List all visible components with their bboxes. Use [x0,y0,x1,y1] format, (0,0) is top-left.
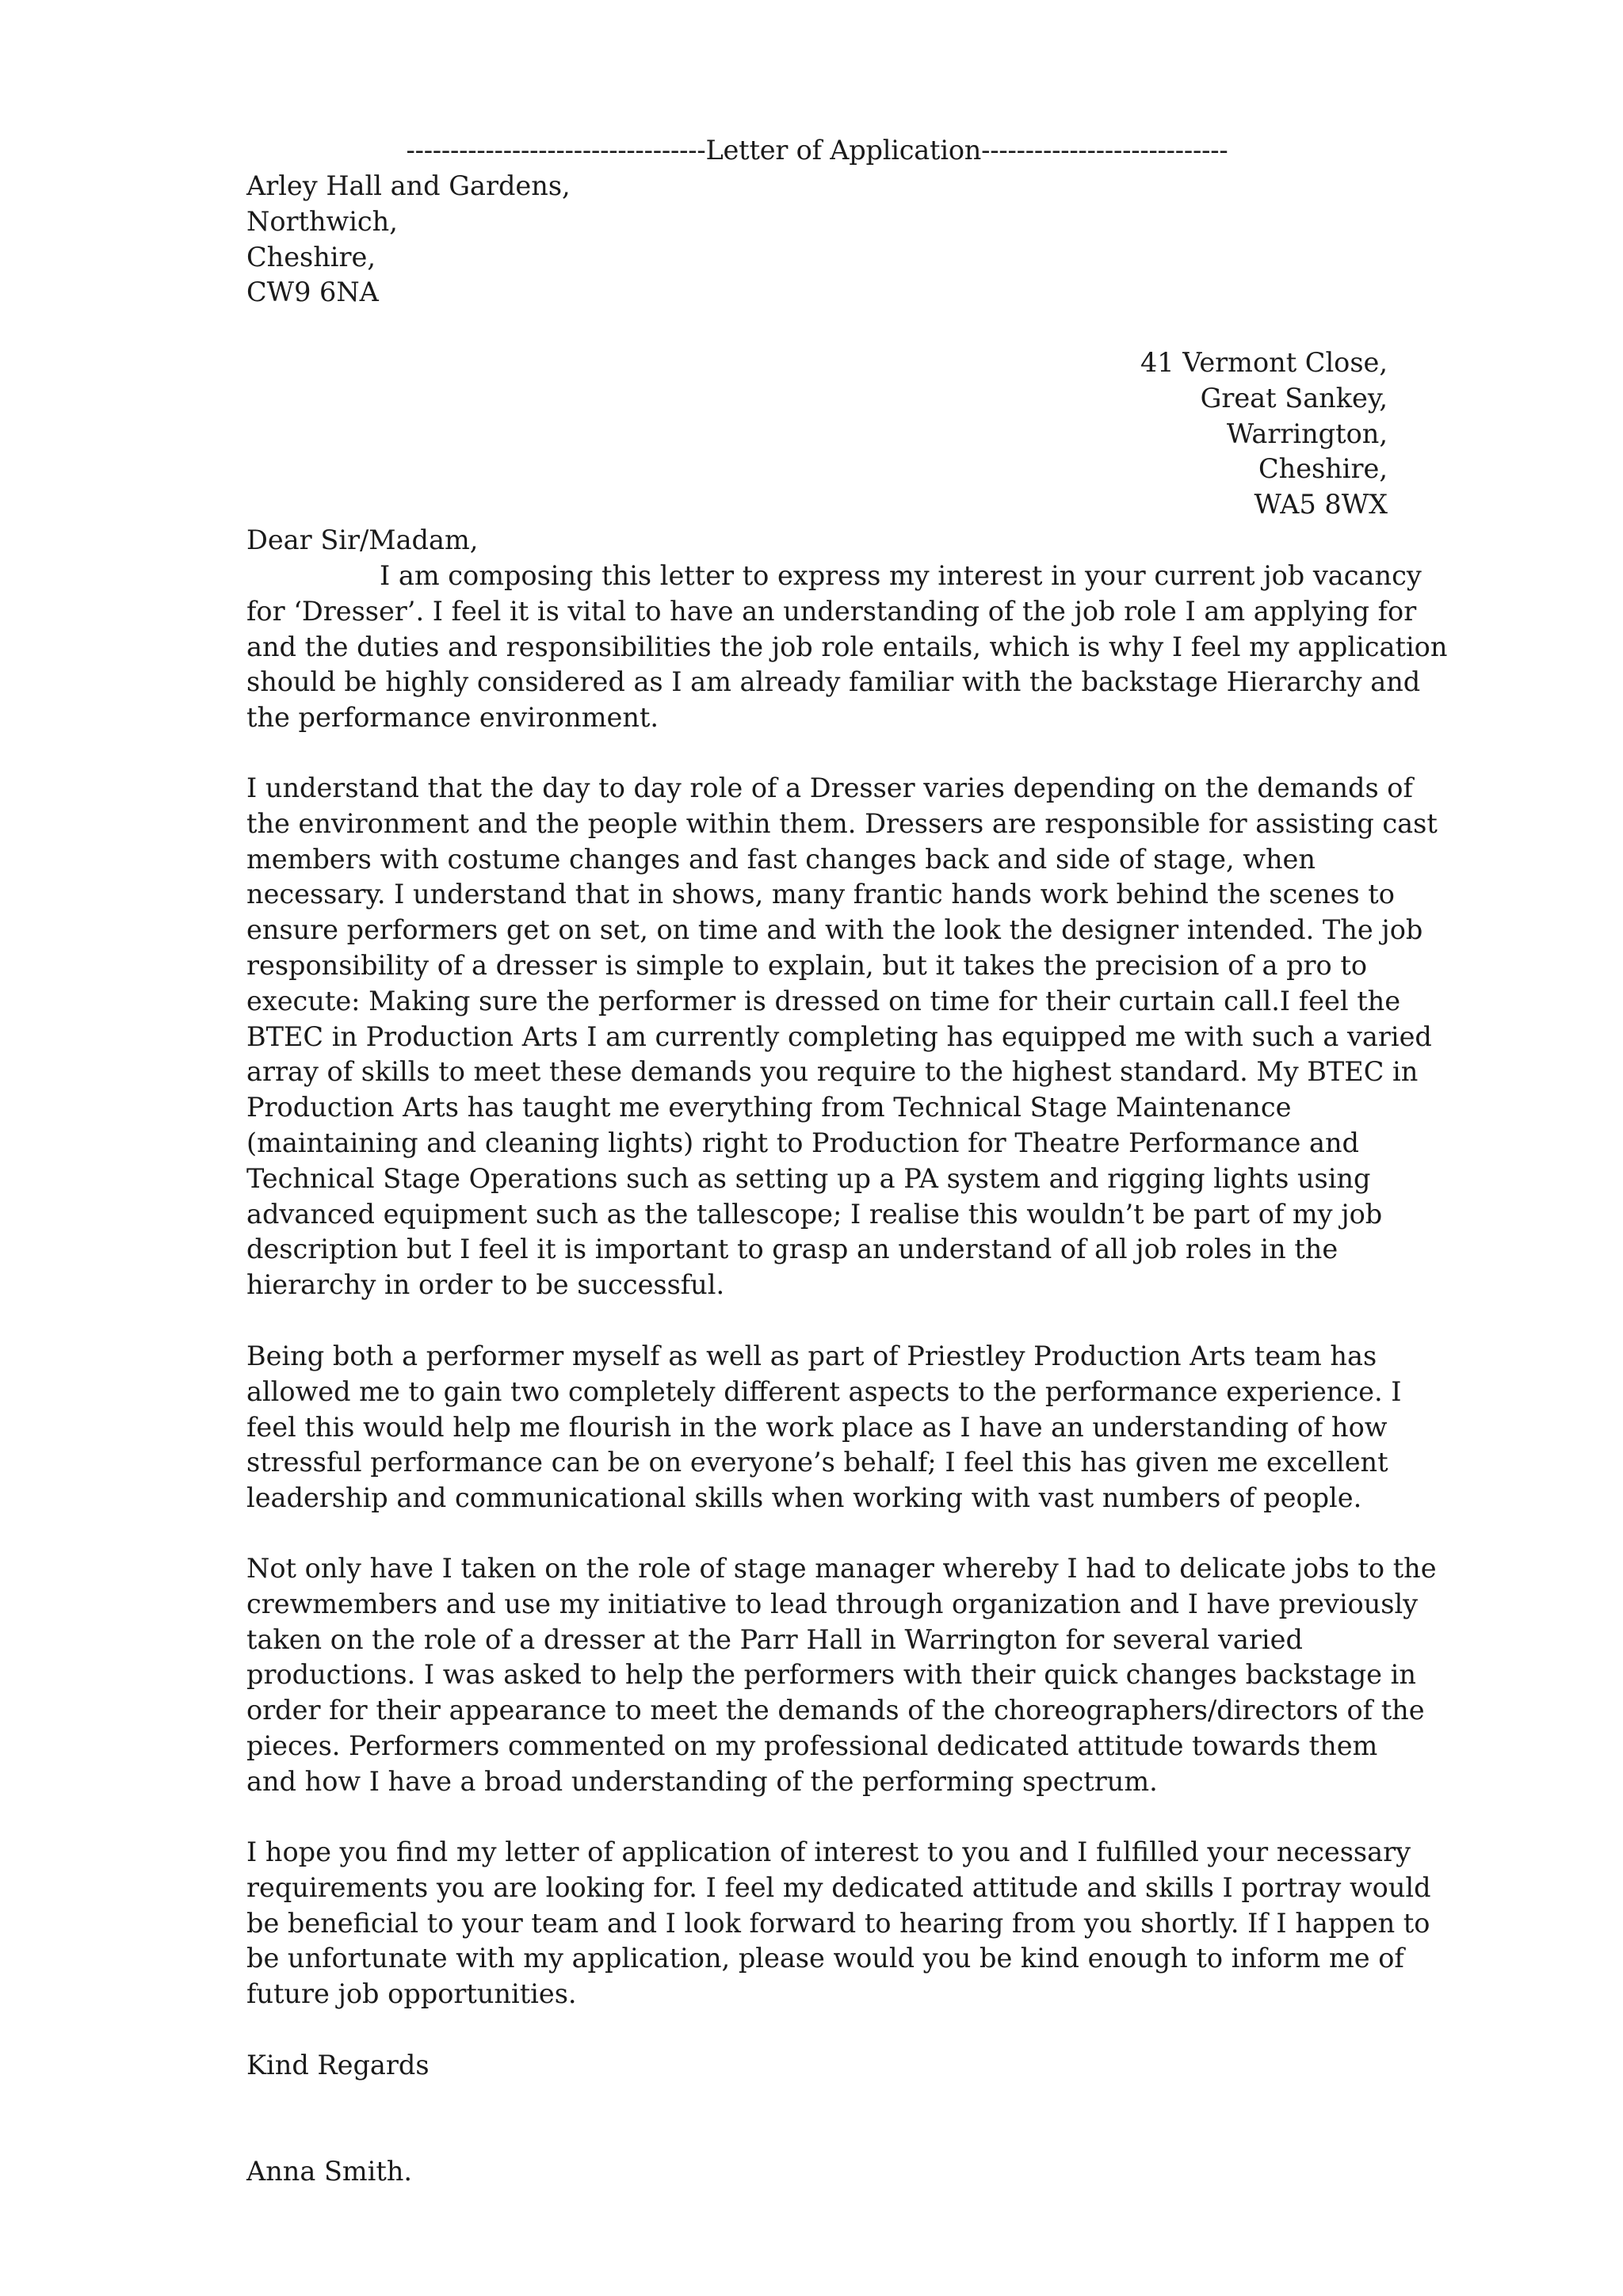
paragraph-line: Technical Stage Operations such as setting up a PA system and rigging lights using [246,1162,1371,1194]
paragraph-line: leadership and communicational skills when working with vast numbers of people. [246,1482,1362,1514]
paragraph-line: pieces. Performers commented on my professional dedicated attitude towards them [246,1730,1378,1761]
paragraph-conclusion [246,1835,1431,2012]
paragraph-line: for ‘Dresser’. I feel it is vital to have an understanding of the job role I am applying for [246,595,1417,627]
paragraph-line: taken on the role of a dresser at the Parr Hall in Warrington for several varied [246,1623,1303,1655]
paragraph-line: I am composing this letter to express my interest in your current job vacancy [380,560,1422,591]
paragraph-line: execute: Making sure the performer is dressed on time for their curtain call.I feel the [246,985,1401,1016]
paragraph-experience [246,1339,1402,1516]
paragraph-line: I understand that the day to day role of a Dresser varies depending on the demands of [246,772,1413,803]
sender-address [246,345,1388,523]
paragraph-line: order for their appearance to meet the demands of the choreographers/directors of the [246,1695,1425,1726]
signature: Anna Smith. [246,2156,413,2187]
paragraph-line: necessary. I understand that in shows, many frantic hands work behind the scenes to [246,879,1395,910]
sender-address-line: Warrington, [1226,418,1388,449]
paragraph-line: feel this would help me flourish in the work place as I have an understanding of how [246,1411,1388,1443]
paragraph-line: members with costume changes and fast changes back and side of stage, when [246,843,1316,875]
paragraph-intro [246,559,1448,736]
paragraph-line: future job opportunities. [246,1978,577,2010]
paragraph-line: description but I feel it is important to grasp an understand of all job roles in the [246,1234,1338,1265]
sender-address-line: Great Sankey, [1200,382,1388,414]
recipient-address-line: Arley Hall and Gardens, [246,170,571,201]
paragraph-line: ensure performers get on set, on time and with the look the designer intended. The job [246,914,1423,946]
recipient-address-line: Northwich, [246,205,398,237]
recipient-address-line: Cheshire, [246,241,376,273]
paragraph-line: Not only have I taken on the role of stage manager whereby I had to delicate jobs to the [246,1553,1437,1584]
closing: Kind Regards [246,2050,430,2081]
paragraph-line: (maintaining and cleaning lights) right to Production for Theatre Performance and [246,1127,1360,1158]
paragraph-line: allowed me to gain two completely different aspects to the performance experience. I [246,1375,1402,1407]
paragraph-stage-manager [246,1551,1437,1800]
recipient-address [246,169,1388,311]
paragraph-line: I hope you find my letter of application of interest to you and I fulfilled your necessary [246,1836,1411,1867]
paragraph-role [246,771,1438,1303]
paragraph-line: array of skills to meet these demands you require to the highest standard. My BTEC in [246,1056,1419,1088]
paragraph-line: Being both a performer myself as well as part of Priestley Production Arts team has [246,1341,1377,1371]
paragraph-line: the environment and the people within them. Dressers are responsible for assisting cast [246,807,1438,839]
paragraph-line: advanced equipment such as the tallescope; I realise this wouldn’t be part of my job [246,1198,1383,1230]
salutation: Dear Sir/Madam, [246,524,479,555]
letter-title: ----------------------------------Letter of Application---------------------------- [406,135,1228,166]
paragraph-line: the performance environment. [246,702,659,734]
paragraph-line: be beneficial to your team and I look forward to hearing from you shortly. If I happen to [246,1907,1430,1939]
sender-address-line: WA5 8WX [1254,489,1388,521]
paragraph-line: and the duties and responsibilities the job role entails, which is why I feel my application [246,631,1448,662]
paragraph-line: Production Arts has taught me everything from Technical Stage Maintenance [246,1092,1292,1123]
sender-address-line: 41 Vermont Close, [1140,347,1388,378]
paragraph-line: crewmembers and use my initiative to lead through organization and I have previously [246,1588,1419,1619]
paragraph-line: should be highly considered as I am already familiar with the backstage Hierarchy and [246,666,1421,698]
sender-address-line: Cheshire, [1258,453,1388,485]
recipient-address-line: CW9 6NA [246,277,379,308]
paragraph-line: be unfortunate with my application, please would you be kind enough to inform me of [246,1943,1404,1974]
paragraph-line: requirements you are looking for. I feel my dedicated attitude and skills I portray would [246,1871,1431,1903]
paragraph-line: productions. I was asked to help the performers with their quick changes backstage in [246,1659,1416,1691]
paragraph-line: and how I have a broad understanding of the performing spectrum. [246,1765,1158,1797]
paragraph-line: responsibility of a dresser is simple to explain, but it takes the precision of a pro to [246,949,1367,981]
paragraph-line: stressful performance can be on everyone’s behalf; I feel this has given me excellent [246,1447,1388,1478]
paragraph-line: BTEC in Production Arts I am currently completing has equipped me with such a varied [246,1020,1432,1052]
paragraph-line: hierarchy in order to be successful. [246,1269,725,1301]
